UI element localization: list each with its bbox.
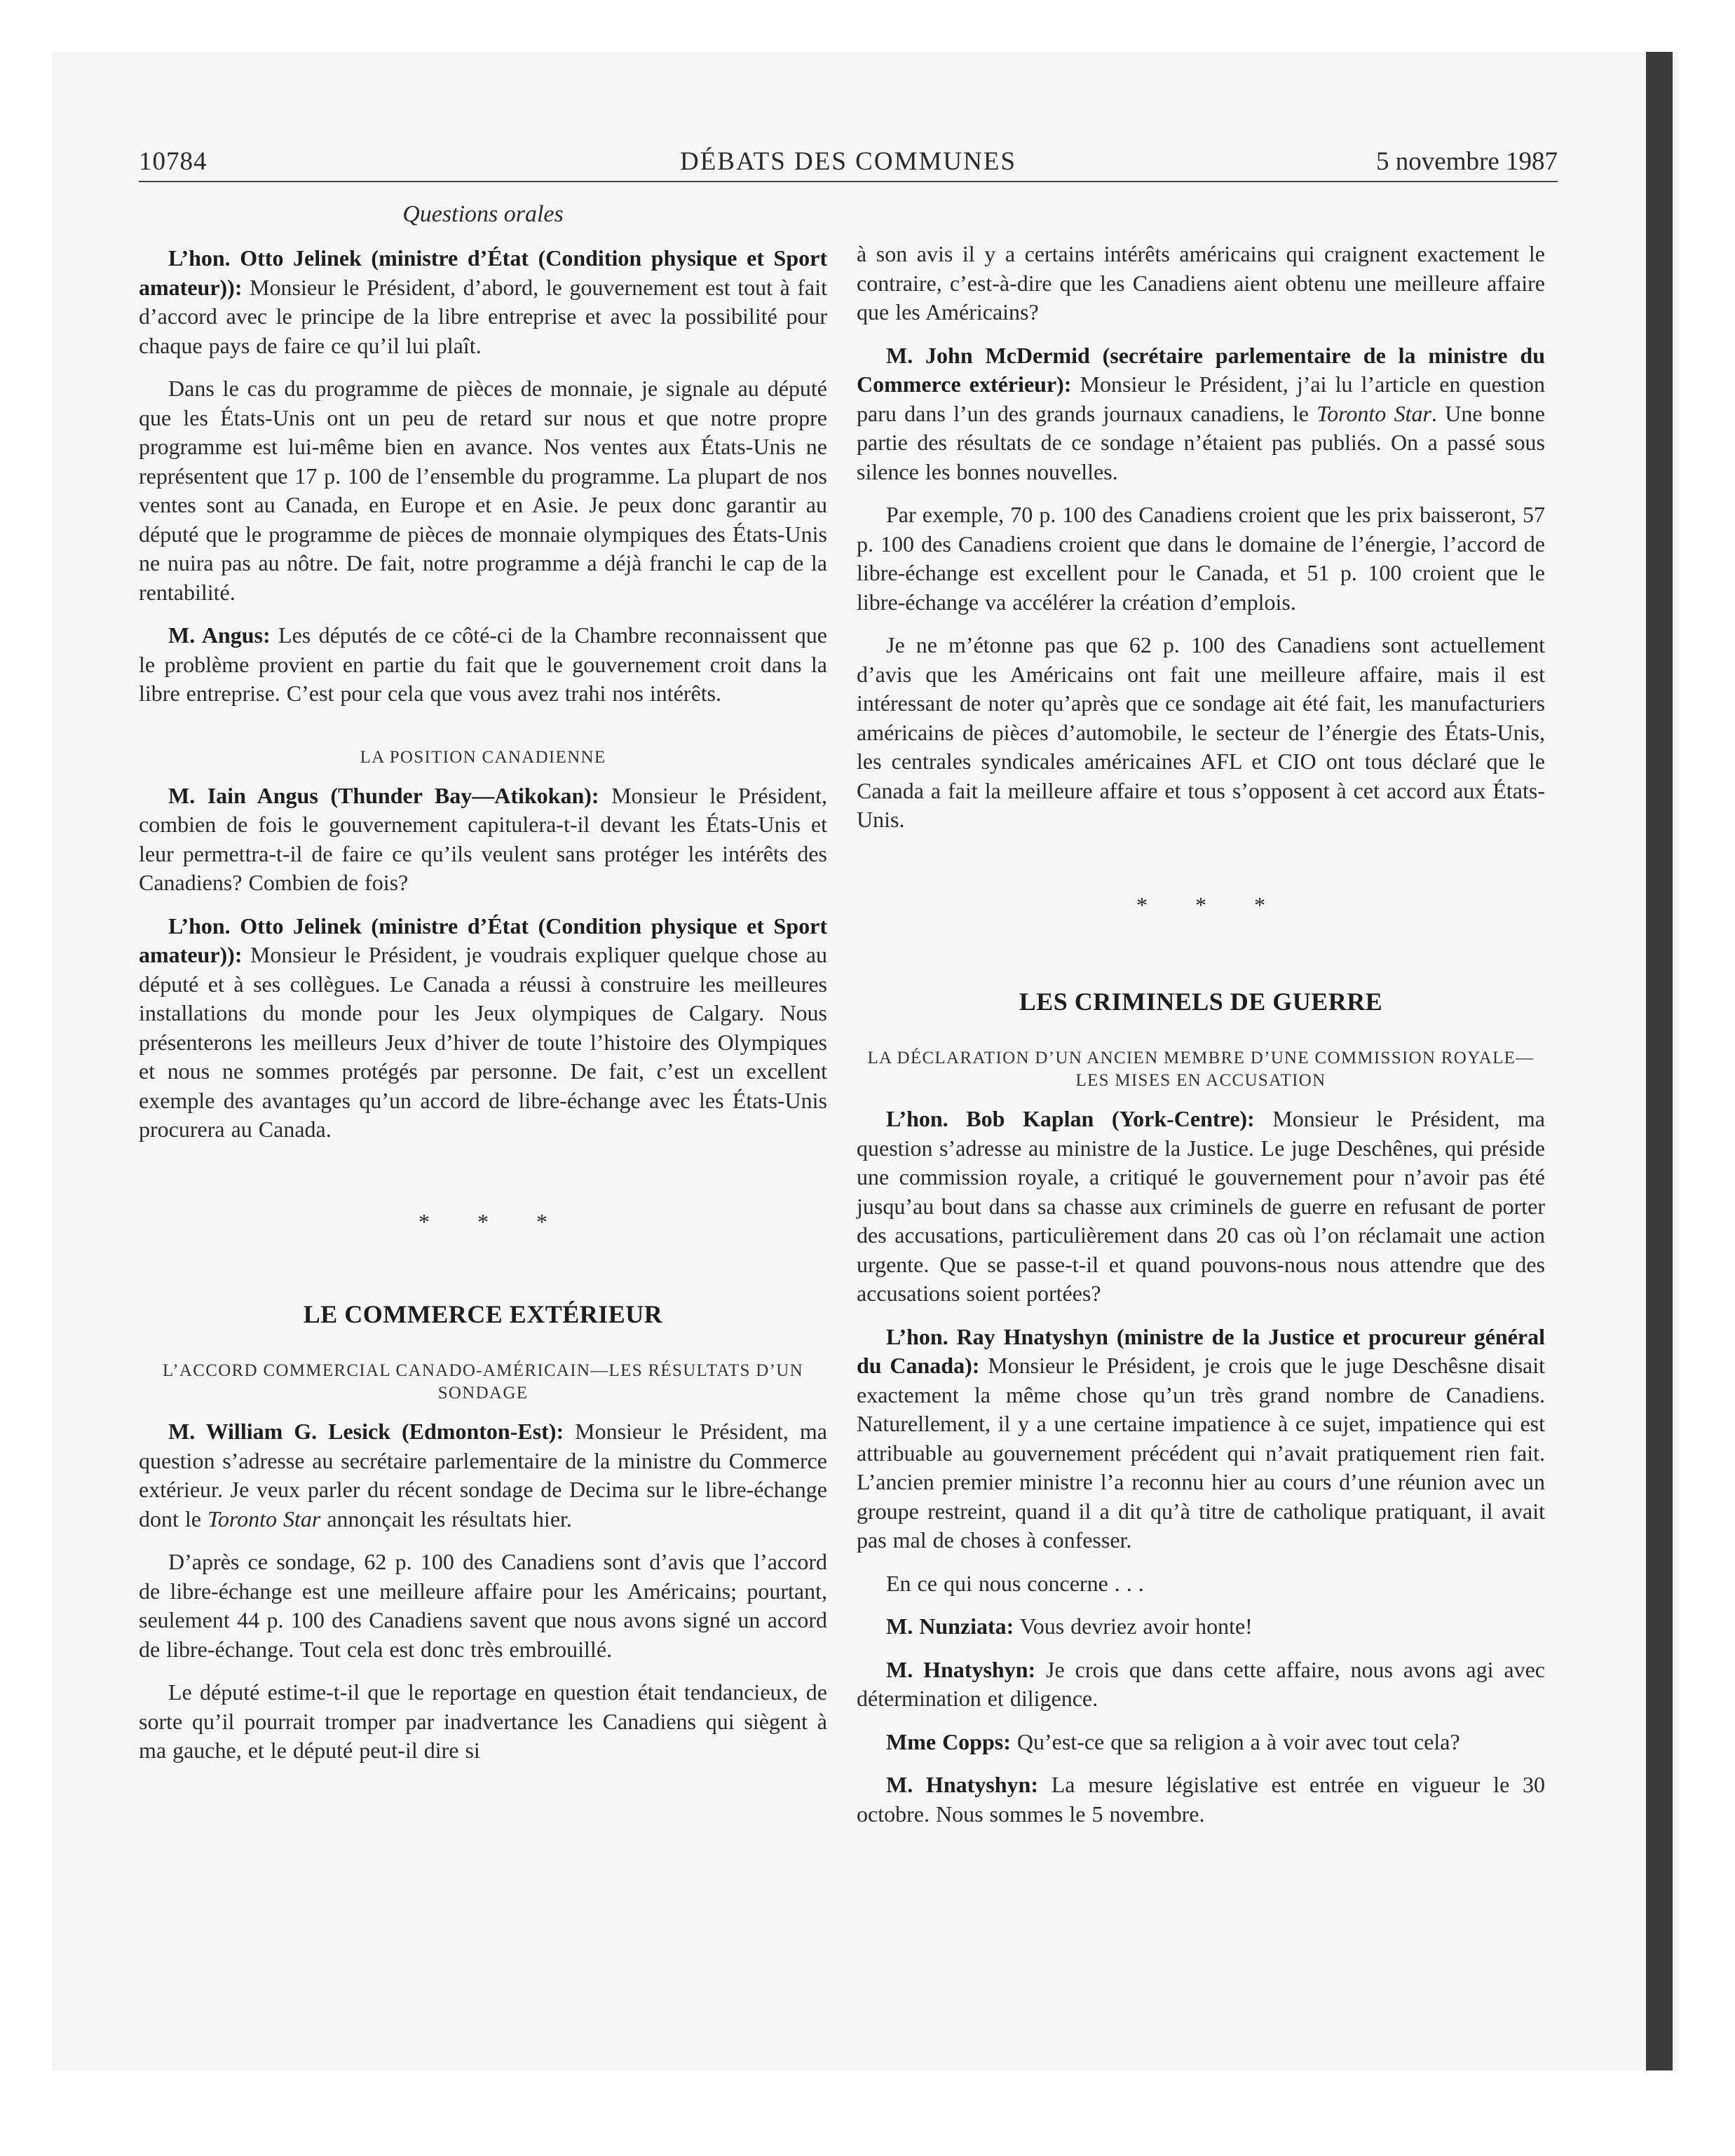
paragraph	[139, 782, 827, 898]
paragraph	[857, 341, 1545, 487]
speaker-name: L’hon. Otto Jelinek (ministre d’État (Condition physique et Sport amateur)):	[139, 245, 827, 300]
paragraph	[139, 374, 827, 607]
speech-text: Vous devriez avoir honte!	[1014, 1613, 1253, 1639]
speaker-name: M. William G. Lesick (Edmonton-Est):	[168, 1419, 564, 1444]
speech-text: Monsieur le Président, ma question s’adresse au ministre de la Justice. Le juge Deschênes, qui préside une commission royale, a critiqué le gouvernement pour n’avoir pas été jusqu’au bout dans sa chasse aux criminels de guerre en refusant de porter des accusations, particulièrement dans 20 cas où l’on réclamait une action urgente. Que se passe-t-il et quand pouvons-nous nous attendre que des accusations soient portées?	[857, 1106, 1546, 1306]
speech-text: Monsieur le Président, d’abord, le gouvernement est tout à fait d’accord avec le principe de la libre entreprise et avec la possibilité pour chaque pays de faire ce qu’il lui plaît.	[139, 274, 827, 358]
speech-text: Le député estime-t-il que le reportage en question était tendancieux, de sorte qu’il pourrait tromper par inadvertance les Canadiens qui siègent à ma gauche, et le député peut-il dire si	[139, 1679, 827, 1763]
subheading: LA DÉCLARATION D’UN ANCIEN MEMBRE D’UNE COMMISSION ROYALE—LES MISES EN ACCUSATION	[867, 1049, 1535, 1090]
speech-text: Monsieur le Président, ma question s’adresse au secrétaire parlementaire de la ministre du Commerce extérieur. Je veux parler du récent sondage de Decima sur le libre-échange dont le	[139, 1419, 828, 1531]
paragraph	[139, 1417, 827, 1534]
paragraph	[857, 1612, 1545, 1642]
rubric-title: Questions orales	[402, 201, 564, 227]
speaker-name: M. Nunziata:	[886, 1613, 1014, 1639]
page-number: 10784	[139, 147, 207, 176]
subheading: L’ACCORD COMMERCIAL CANADO-AMÉRICAIN—LES RÉSULTATS D’UN SONDAGE	[163, 1361, 803, 1403]
speech-text: Je crois que dans cette affaire, nous avons agi avec détermination et diligence.	[857, 1656, 1546, 1711]
running-header	[139, 144, 1558, 182]
speech-text: annonçait les résultats hier.	[320, 1506, 572, 1531]
right-column	[857, 240, 1545, 1843]
speech-text: Monsieur le Président, j’ai lu l’article en question paru dans l’un des grands journaux canadiens, le	[857, 371, 1546, 426]
speaker-name: M. Hnatyshyn:	[886, 1772, 1038, 1797]
paragraph	[857, 1105, 1545, 1309]
paragraph	[857, 500, 1545, 617]
speaker-name: M. John McDermid (secrétaire parlementaire de la ministre du Commerce extérieur):	[857, 342, 1545, 397]
speech-text: à son avis il y a certains intérêts américains qui craignent exactement le contraire, c’est-à-dire que les Canadiens aient obtenu une meilleure affaire que les Américains?	[857, 241, 1545, 325]
section-separator: * * *	[1136, 892, 1286, 917]
paragraph	[139, 1678, 827, 1766]
issue-date: 5 novembre 1987	[1376, 147, 1558, 176]
paragraph	[857, 1770, 1545, 1829]
section-separator: * * *	[419, 1208, 569, 1234]
speaker-name: M. Iain Angus (Thunder Bay—Atikokan):	[168, 782, 599, 808]
paragraph	[139, 621, 827, 709]
speech-text: Monsieur le Président, combien de fois le gouvernement capitulera-t-il devant les États-Unis et leur permettra-t-il de faire ce qu’ils veulent sans protéger les intérêts des Canadiens? Combien de fois?	[139, 782, 828, 895]
speaker-name: L’hon. Ray Hnatyshyn (ministre de la Justice et procureur général du Canada):	[857, 1323, 1545, 1378]
speaker-name: Mme Copps:	[886, 1728, 1011, 1754]
newspaper-name: Toronto Star	[207, 1506, 321, 1531]
speaker-name: M. Hnatyshyn:	[886, 1656, 1036, 1682]
speech-text: . Une bonne partie des résultats de ce sondage n’étaient pas publiés. On a passé sous silence les bonnes nouvelles.	[857, 400, 1545, 484]
speech-text: Par exemple, 70 p. 100 des Canadiens croient que les prix baisseront, 57 p. 100 des Canadiens croient que dans le domaine de l’énergie, l’accord de libre-échange est excellent pour le Canada, et 51 p. 100 croient que le libre-échange va accélérer la création d’emplois.	[857, 502, 1545, 615]
paragraph	[857, 240, 1545, 327]
paragraph	[139, 912, 827, 1145]
speech-text: D’après ce sondage, 62 p. 100 des Canadiens sont d’avis que l’accord de libre-échange est une meilleure affaire pour les Américains; pourtant, seulement 44 p. 100 des Canadiens savent que nous avons signé un accord de libre-échange. Tout cela est donc très embrouillé.	[139, 1549, 827, 1662]
newspaper-name: Toronto Star	[1316, 400, 1431, 426]
paragraph	[857, 1728, 1545, 1757]
speech-text: Je ne m’étonne pas que 62 p. 100 des Canadiens sont actuellement d’avis que les Américains ont fait une meilleure affaire, mais il est intéressant de noter qu’après que ce sondage ait été fait, les manufacturiers américains de pièces d’automobile, le secteur de l’énergie des États-Unis, les centrales syndicales américaines AFL et CIO ont tous déclaré que le Canada a fait la meilleure affaire et tous s’opposent à cet accord aux États-Unis.	[857, 632, 1545, 832]
publication-title: DÉBATS DES COMMUNES	[679, 147, 1016, 176]
speech-text: Monsieur le Président, je voudrais expliquer quelque chose au député et à ses collègues. Le Canada a réussi à construire les meilleures installations du monde pour les Jeux olympiques de Calgary. Nous présenterons les meilleurs Jeux d’hiver de toute l’histoire des Olympiques et nous ne sommes protégés par personne. De fait, c’est un excellent exemple des avantages qu’un accord de libre-échange avec les États-Unis procurera au Canada.	[139, 942, 827, 1142]
speech-text: Qu’est-ce que sa religion a à voir avec tout cela?	[1010, 1728, 1460, 1754]
speaker-name: L’hon. Bob Kaplan (York-Centre):	[886, 1106, 1255, 1131]
paragraph	[139, 244, 827, 360]
speech-text: Dans le cas du programme de pièces de monnaie, je signale au député que les États-Unis ont un peu de retard sur nous et que notre propre programme est lui-même bien en avance. Nos ventes aux États-Unis ne représentent que 17 p. 100 de l’ensemble du programme. La plupart de nos ventes sont au Canada, en Europe et en Asie. Je peux donc garantir au député que le programme de pièces de monnaie olympiques des États-Unis ne nuira pas au nôtre. De fait, notre programme a déjà franchi le cap de la rentabilité.	[139, 376, 827, 605]
paragraph	[857, 1656, 1545, 1714]
speech-text: Les députés de ce côté-ci de la Chambre reconnaissent que le problème provient en partie du fait que le gouvernement croit dans la libre entreprise. C’est pour cela que vous avez trahi nos intérêts.	[139, 622, 828, 706]
speech-text: La mesure législative est entrée en vigueur le 30 octobre. Nous sommes le 5 novembre.	[857, 1772, 1546, 1827]
section-heading: LE COMMERCE EXTÉRIEUR	[303, 1300, 663, 1328]
speaker-name: L’hon. Otto Jelinek (ministre d’État (Condition physique et Sport amateur)):	[139, 913, 827, 967]
paragraph	[857, 1323, 1545, 1555]
speech-text: En ce qui nous concerne . . .	[886, 1570, 1144, 1596]
section-heading: LES CRIMINELS DE GUERRE	[1019, 988, 1383, 1016]
scan-edge-shadow	[1646, 52, 1673, 2070]
left-column	[139, 200, 827, 1780]
speech-text: Monsieur le Président, je crois que le juge Deschêsne disait exactement la même chose qu’un très grand nombre de Canadiens. Naturellement, il y a une certaine impatience à ce sujet, impatience qui est attribuable au gouvernement précédent qui n’avait pratiquement rien fait. L’ancien premier ministre l’a reconnu hier au cours d’une réunion avec un groupe restreint, quand il a dit qu’à titre de catholique pratiquant, il avait pas mal de choses à confesser.	[857, 1353, 1546, 1553]
paragraph	[857, 1569, 1545, 1599]
speaker-name: M. Angus:	[168, 622, 271, 648]
subheading: LA POSITION CANADIENNE	[360, 747, 606, 767]
paragraph	[139, 1548, 827, 1664]
paragraph	[857, 631, 1545, 835]
